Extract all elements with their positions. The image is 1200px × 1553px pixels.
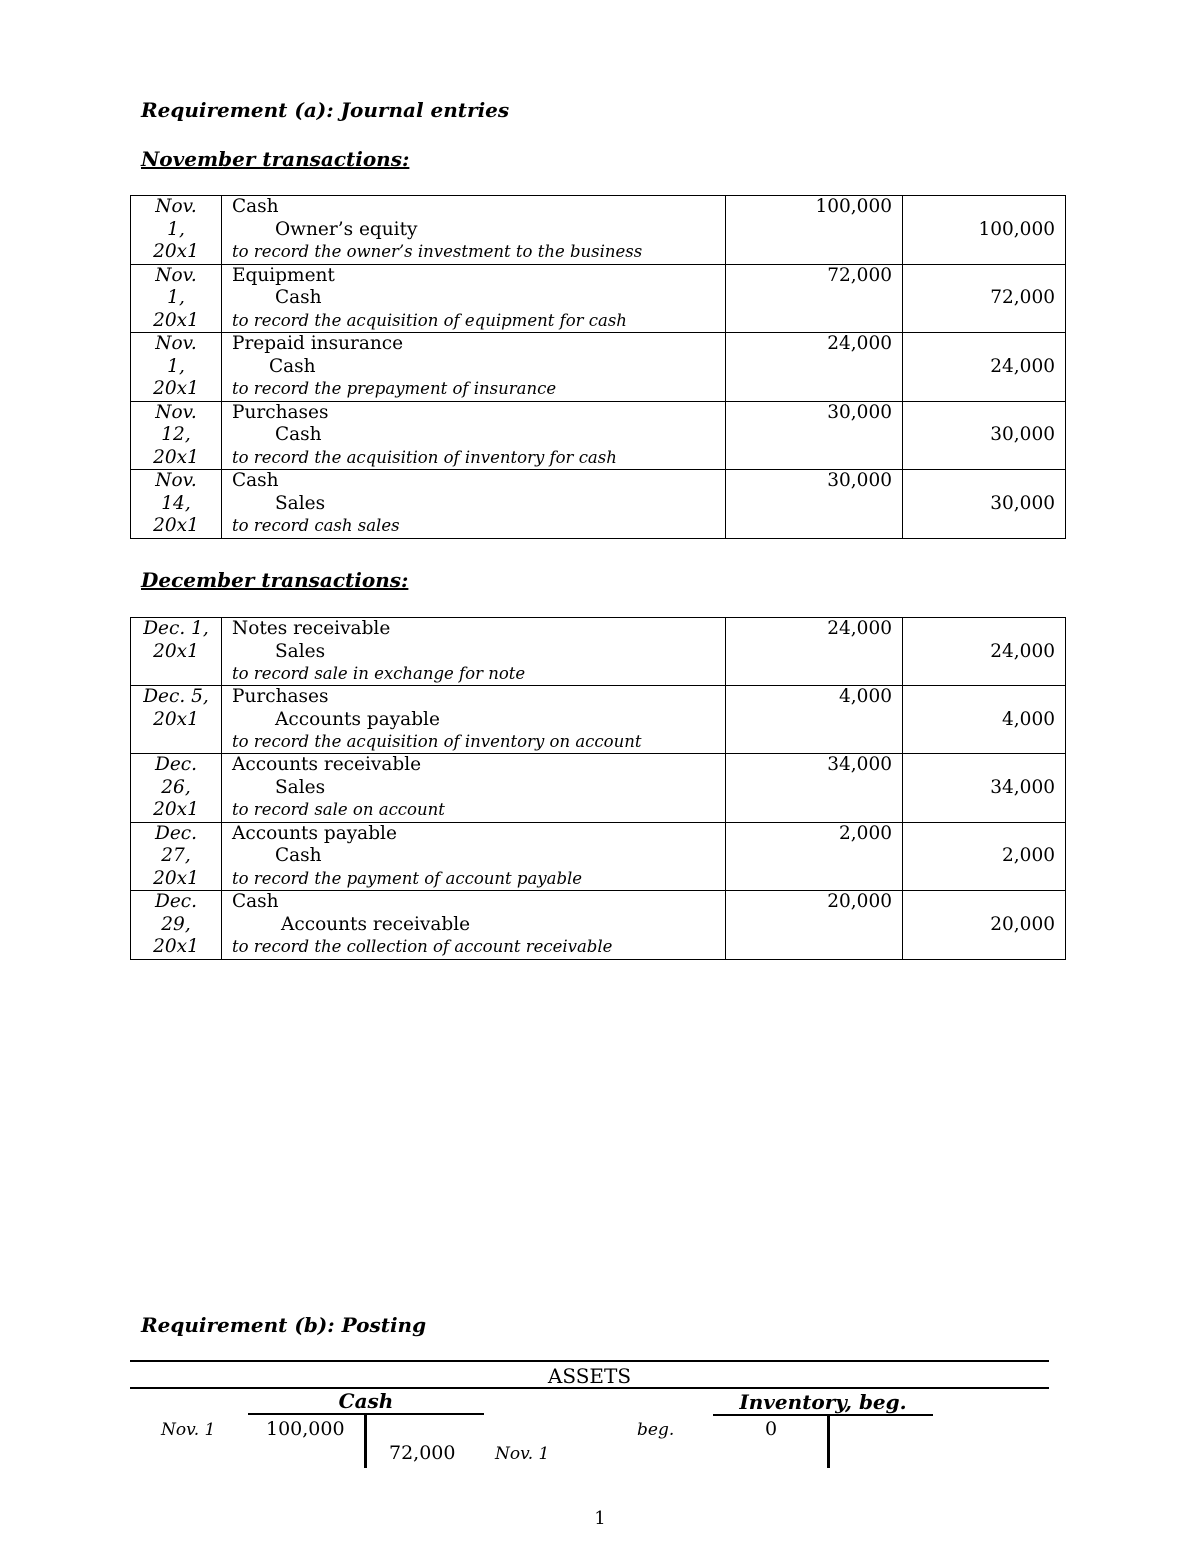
debit-amount: 2,000 [839,822,892,844]
entry-explanation: to record sale on account [232,800,445,819]
debit-amount: 100,000 [815,196,892,217]
entry-date [131,401,222,470]
credit-spacer [903,891,1055,914]
debit-account: Prepaid insurance [232,333,404,354]
entry-date [131,891,222,960]
entry-description [222,196,726,265]
debit-amount-cell [726,618,903,686]
debit-amount-cell [726,891,903,960]
credit-amount-cell [903,891,1066,960]
cash-debit-date: Nov. 1 [161,1420,216,1440]
credit-amount: 4,000 [1002,708,1055,730]
credit-spacer [903,823,1055,846]
credit-amount: 24,000 [990,355,1055,377]
entry-explanation: to record the collection of account receivable [232,937,613,956]
entry-explanation: to record the prepayment of insurance [232,379,557,398]
entry-explanation: to record cash sales [232,516,400,535]
credit-amount-cell [903,822,1066,891]
entry-date-line: 14, [161,492,191,514]
entry-date [131,196,222,265]
assets-top-rule [130,1360,1049,1362]
inventory-t-stem-line [827,1415,830,1468]
journal-entry-row [131,822,1066,891]
debit-amount: 30,000 [827,470,892,491]
debit-account: Cash [232,196,279,217]
credit-amount: 20,000 [990,913,1055,935]
credit-account: Accounts receivable [281,913,471,935]
debit-amount-cell [726,754,903,823]
credit-amount: 34,000 [990,776,1055,798]
entry-date-line: 1, [167,218,185,240]
credit-amount-cell [903,470,1066,539]
entry-date-line: Nov. [155,401,197,423]
entry-date [131,618,222,686]
credit-amount: 24,000 [990,640,1055,662]
entry-explanation: to record sale in exchange for note [232,664,526,683]
debit-amount: 24,000 [827,333,892,354]
journal-entry-row [131,333,1066,402]
debit-account: Notes receivable [232,618,391,639]
debit-amount: 30,000 [827,401,892,423]
entry-date-line: Nov. [155,264,197,286]
credit-spacer [903,754,1055,777]
credit-amount: 72,000 [990,287,1055,308]
debit-account: Equipment [232,264,335,286]
entry-description [222,333,726,402]
credit-spacer [903,686,1055,709]
entry-date-line: 20x1 [153,708,199,730]
debit-amount: 72,000 [827,264,892,286]
credit-account: Sales [275,776,326,798]
entry-date-line: 1, [167,355,185,377]
entry-date-line: Dec. [154,754,198,775]
entry-description [222,686,726,754]
entry-date-line: 12, [161,424,191,445]
journal-entry-row [131,264,1066,333]
credit-spacer [903,196,1055,219]
entry-date-line: 27, [161,845,191,866]
assets-label: ASSETS [547,1364,632,1388]
cash-t-stem-line [364,1414,367,1468]
entry-date [131,470,222,539]
debit-amount-cell [726,401,903,470]
debit-amount-cell [726,264,903,333]
entry-description [222,822,726,891]
entry-description [222,891,726,960]
credit-spacer [903,265,1055,288]
credit-spacer [903,333,1055,356]
credit-spacer [903,470,1055,493]
entry-description [222,618,726,686]
entry-date [131,686,222,754]
entry-description [222,264,726,333]
debit-amount-cell [726,686,903,754]
credit-spacer [903,618,1055,641]
entry-description [222,470,726,539]
credit-amount-cell [903,754,1066,823]
credit-account: Cash [269,355,316,377]
entry-date-line: 20x1 [153,515,199,536]
credit-amount-cell [903,264,1066,333]
credit-amount-cell [903,196,1066,265]
entry-date-line: 1, [167,287,185,308]
entry-date [131,822,222,891]
journal-entry-row [131,401,1066,470]
debit-amount: 34,000 [827,754,892,775]
journal-entry-row [131,891,1066,960]
page-number: 1 [594,1508,606,1529]
journal-entry-row [131,470,1066,539]
credit-account: Cash [275,424,322,445]
credit-amount: 100,000 [978,218,1055,240]
journal-entry-row [131,686,1066,754]
entry-date-line: 20x1 [153,867,199,889]
entry-date-line: Nov. [155,470,197,491]
journal-entry-row [131,754,1066,823]
debit-account: Purchases [232,686,329,707]
credit-amount-cell [903,401,1066,470]
requirement-b-heading: Requirement (b): Posting [141,1313,427,1337]
entry-description [222,401,726,470]
november-heading: November transactions: [141,147,410,171]
cash-account-title: Cash [338,1389,394,1413]
december-heading: December transactions: [141,568,409,592]
inventory-t-top-line [713,1414,933,1416]
inventory-debit-label: beg. [637,1420,675,1440]
debit-amount-cell [726,470,903,539]
debit-amount-cell [726,196,903,265]
credit-account: Sales [275,640,326,662]
credit-amount: 2,000 [1002,845,1055,866]
requirement-a-heading: Requirement (a): Journal entries [141,98,510,122]
credit-account: Sales [275,492,326,514]
journal-entry-row [131,618,1066,686]
credit-account: Owner’s equity [275,218,418,240]
credit-amount-cell [903,618,1066,686]
november-journal-table [130,195,1066,539]
entry-date-line: 20x1 [153,378,199,399]
credit-account: Cash [275,845,322,866]
credit-amount: 30,000 [990,492,1055,514]
entry-date-line: 20x1 [153,640,199,662]
credit-account: Accounts payable [275,708,440,730]
december-journal-table [130,617,1066,960]
cash-debit-amount: 100,000 [266,1418,345,1440]
debit-account: Cash [232,891,279,912]
debit-amount-cell [726,822,903,891]
entry-date-line: Dec. 1, [143,618,209,639]
entry-date-line: Dec. 5, [143,686,209,707]
debit-account: Purchases [232,401,329,423]
entry-date [131,264,222,333]
debit-amount: 4,000 [839,686,892,707]
entry-date-line: Nov. [155,196,197,217]
entry-explanation: to record the payment of account payable [232,868,583,888]
entry-date [131,754,222,823]
credit-amount: 30,000 [990,424,1055,445]
credit-amount-cell [903,686,1066,754]
cash-credit-amount: 72,000 [389,1442,456,1464]
entry-explanation: to record the acquisition of equipment for cash [232,310,627,330]
journal-entry-row [131,196,1066,265]
entry-date-line: 29, [161,913,191,935]
inventory-account-title: Inventory, beg. [739,1390,907,1414]
entry-date-line: 20x1 [153,936,199,957]
credit-account: Cash [275,287,322,308]
credit-spacer [903,402,1055,425]
entry-explanation: to record the owner’s investment to the business [232,242,643,261]
entry-date [131,333,222,402]
entry-date-line: 26, [161,776,191,798]
debit-amount: 20,000 [827,891,892,912]
entry-explanation: to record the acquisition of inventory on account [232,732,642,751]
credit-amount-cell [903,333,1066,402]
entry-date-line: 20x1 [153,799,199,820]
entry-description [222,754,726,823]
cash-credit-date: Nov. 1 [495,1444,550,1464]
entry-date-line: 20x1 [153,446,199,468]
debit-amount-cell [726,333,903,402]
entry-date-line: Nov. [155,333,197,354]
debit-account: Accounts receivable [232,754,422,775]
entry-date-line: 20x1 [153,309,199,331]
entry-date-line: Dec. [154,891,198,912]
entry-explanation: to record the acquisition of inventory for cash [232,447,617,467]
debit-account: Accounts payable [232,822,397,844]
debit-account: Cash [232,470,279,491]
inventory-debit-amount: 0 [765,1418,778,1440]
entry-date-line: Dec. [154,822,198,844]
entry-date-line: 20x1 [153,241,199,262]
debit-amount: 24,000 [827,618,892,639]
